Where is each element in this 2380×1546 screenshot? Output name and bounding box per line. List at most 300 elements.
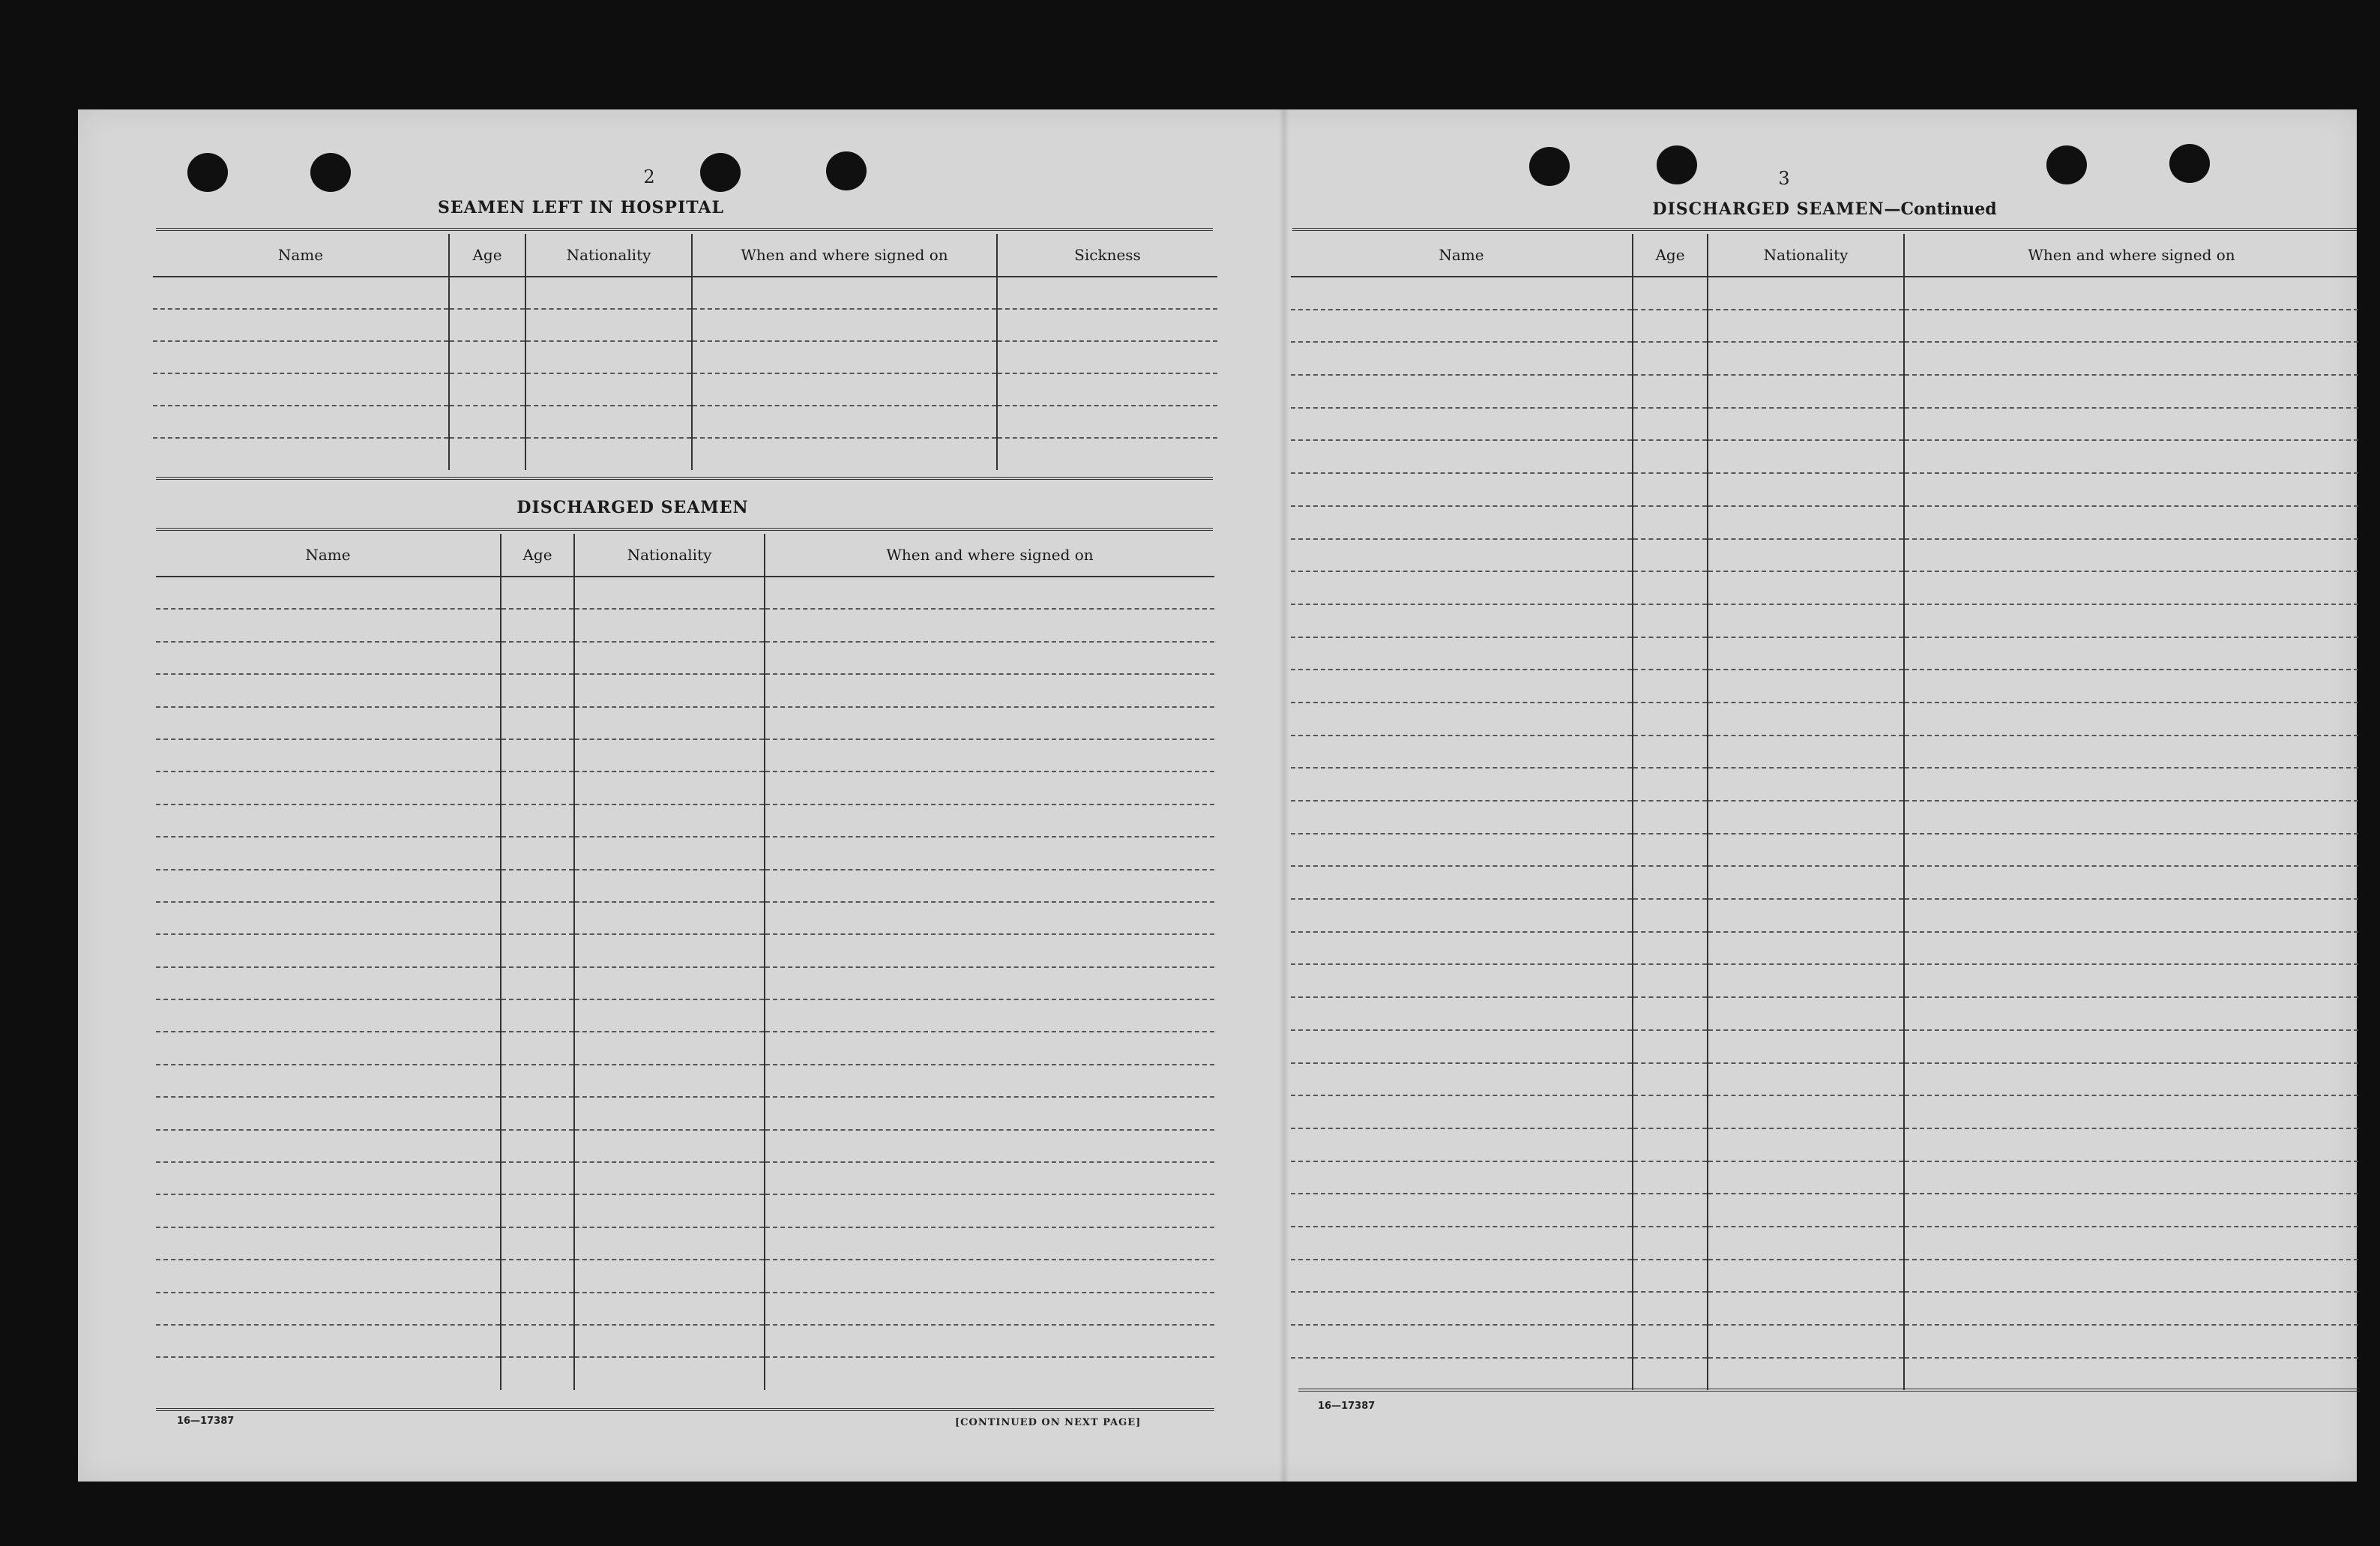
table-cell: [156, 1325, 501, 1357]
table-cell: [765, 707, 1214, 739]
table-cell: [1708, 1358, 1904, 1391]
table-cell: [1633, 1325, 1708, 1358]
hospital-table-top-rule: [156, 228, 1213, 231]
table-cell: [1291, 1358, 1633, 1391]
table-cell: [1633, 1030, 1708, 1063]
table-cell: [997, 341, 1217, 373]
table-row: [156, 999, 1214, 1032]
table-cell: [525, 406, 692, 438]
page-gutter: [1279, 109, 1289, 1482]
table-row: [156, 1227, 1214, 1260]
table-cell: [765, 1293, 1214, 1325]
table-cell: [449, 438, 525, 470]
table-row: [156, 837, 1214, 869]
table-cell: [1633, 1161, 1708, 1194]
table-cell: [765, 577, 1214, 609]
table-cell: [153, 438, 449, 470]
table-cell: [765, 1260, 1214, 1292]
table-cell: [1904, 539, 2358, 572]
table-row: [1291, 473, 2358, 506]
table-cell: [1633, 899, 1708, 932]
table-cell: [1633, 670, 1708, 703]
table-cell: [692, 373, 997, 406]
table-row: [156, 1130, 1214, 1162]
punch-hole: [826, 151, 867, 190]
table-cell: [765, 609, 1214, 641]
table-row: [1291, 1194, 2358, 1227]
hospital-section-title: SEAMEN LEFT IN HOSPITAL: [438, 198, 724, 217]
table-row: [1291, 1325, 2358, 1358]
table-cell: [1291, 670, 1633, 703]
table-row: [1291, 637, 2358, 670]
table-cell: [1291, 736, 1633, 769]
table-cell: [1633, 1095, 1708, 1128]
column-header-name: Name: [156, 534, 501, 577]
table-cell: [1633, 408, 1708, 441]
table-cell: [1904, 506, 2358, 539]
table-cell: [1291, 342, 1633, 375]
table-cell: [574, 967, 765, 999]
table-cell: [765, 772, 1214, 804]
table-cell: [156, 999, 501, 1032]
continued-header-row: [1291, 234, 2358, 277]
table-cell: [574, 739, 765, 772]
punch-hole: [1529, 147, 1570, 186]
table-row: [1291, 1063, 2358, 1096]
table-cell: [525, 309, 692, 341]
punch-hole: [187, 153, 228, 192]
table-cell: [501, 739, 574, 772]
table-cell: [1708, 310, 1904, 343]
discharged-table-top-rule: [156, 528, 1213, 531]
table-cell: [1633, 1063, 1708, 1096]
table-cell: [574, 642, 765, 674]
table-cell: [1904, 1325, 2358, 1358]
table-cell: [1904, 310, 2358, 343]
table-cell: [156, 837, 501, 869]
hospital-header-row: [153, 234, 1217, 277]
table-cell: [765, 1130, 1214, 1162]
table-cell: [574, 577, 765, 609]
table-row: [1291, 964, 2358, 997]
table-cell: [1708, 1260, 1904, 1293]
table-cell: [1904, 637, 2358, 670]
table-cell: [1904, 408, 2358, 441]
table-cell: [156, 674, 501, 706]
table-cell: [525, 438, 692, 470]
column-header-age: Age: [501, 534, 574, 577]
table-cell: [1904, 1358, 2358, 1391]
table-row: [1291, 670, 2358, 703]
table-row: [156, 902, 1214, 934]
table-cell: [1708, 932, 1904, 965]
table-row: [1291, 1161, 2358, 1194]
table-cell: [1708, 736, 1904, 769]
table-cell: [1291, 277, 1633, 310]
table-cell: [1904, 1194, 2358, 1227]
table-cell: [574, 1325, 765, 1357]
table-cell: [156, 1097, 501, 1129]
discharged-continued-title: [1502, 199, 2147, 219]
table-cell: [1904, 277, 2358, 310]
table-cell: [1633, 375, 1708, 408]
page-number-left: 2: [643, 166, 655, 187]
table-cell: [1904, 1030, 2358, 1063]
table-cell: [501, 1032, 574, 1064]
table-cell: [1904, 342, 2358, 375]
table-cell: [449, 406, 525, 438]
table-cell: [574, 1293, 765, 1325]
table-cell: [1708, 997, 1904, 1030]
table-row: [1291, 1358, 2358, 1391]
table-cell: [1291, 768, 1633, 801]
table-row: [1291, 1227, 2358, 1260]
table-row: [153, 438, 1217, 470]
table-cell: [765, 1325, 1214, 1357]
table-cell: [574, 772, 765, 804]
table-cell: [449, 309, 525, 341]
table-cell: [1708, 801, 1904, 834]
table-cell: [574, 934, 765, 966]
table-cell: [1708, 539, 1904, 572]
table-cell: [1708, 768, 1904, 801]
table-cell: [574, 1162, 765, 1194]
table-cell: [765, 934, 1214, 966]
table-cell: [1633, 932, 1708, 965]
table-cell: [765, 1065, 1214, 1097]
table-row: [153, 277, 1217, 309]
column-header-sickness: Sickness: [997, 234, 1217, 277]
table-cell: [1708, 637, 1904, 670]
table-cell: [1708, 506, 1904, 539]
table-cell: [501, 837, 574, 869]
table-cell: [1633, 506, 1708, 539]
table-cell: [1904, 1227, 2358, 1260]
table-cell: [1904, 932, 2358, 965]
table-cell: [1291, 834, 1633, 867]
table-cell: [156, 1194, 501, 1227]
table-cell: [1904, 1128, 2358, 1161]
discharged-table-bottom-rule: [156, 1408, 1214, 1411]
column-header-name: Name: [153, 234, 449, 277]
table-cell: [501, 1065, 574, 1097]
table-row: [1291, 997, 2358, 1030]
table-cell: [501, 934, 574, 966]
table-row: [156, 934, 1214, 966]
table-row: [1291, 736, 2358, 769]
table-cell: [501, 674, 574, 706]
table-row: [1291, 866, 2358, 899]
table-cell: [525, 277, 692, 309]
column-header-age: Age: [449, 234, 525, 277]
table-cell: [1291, 1063, 1633, 1096]
table-cell: [501, 967, 574, 999]
table-cell: [692, 309, 997, 341]
table-cell: [1904, 1095, 2358, 1128]
table-row: [1291, 703, 2358, 736]
table-cell: [1633, 736, 1708, 769]
table-cell: [153, 277, 449, 309]
table-cell: [1633, 801, 1708, 834]
table-cell: [1708, 1194, 1904, 1227]
table-cell: [501, 1227, 574, 1260]
table-cell: [1708, 277, 1904, 310]
table-cell: [501, 609, 574, 641]
table-cell: [1904, 604, 2358, 637]
table-row: [1291, 310, 2358, 343]
table-cell: [1633, 768, 1708, 801]
table-cell: [449, 277, 525, 309]
table-row: [1291, 834, 2358, 867]
table-cell: [1904, 736, 2358, 769]
table-row: [156, 707, 1214, 739]
table-cell: [1904, 703, 2358, 736]
table-cell: [574, 1260, 765, 1292]
column-header-signed-on: When and where signed on: [692, 234, 997, 277]
table-row: [156, 642, 1214, 674]
table-cell: [574, 674, 765, 706]
continued-table-bottom-rule: [1298, 1389, 2360, 1392]
table-cell: [156, 870, 501, 902]
table-cell: [765, 1097, 1214, 1129]
table-cell: [501, 1162, 574, 1194]
table-cell: [574, 1097, 765, 1129]
table-cell: [1291, 1194, 1633, 1227]
table-cell: [1904, 866, 2358, 899]
table-cell: [765, 999, 1214, 1032]
table-cell: [156, 1130, 501, 1162]
column-header-signed-on: When and where signed on: [1904, 234, 2358, 277]
table-cell: [692, 341, 997, 373]
table-cell: [1708, 1063, 1904, 1096]
table-cell: [1633, 1292, 1708, 1325]
table-cell: [156, 1260, 501, 1292]
table-cell: [501, 1097, 574, 1129]
table-cell: [1708, 571, 1904, 604]
table-cell: [1904, 801, 2358, 834]
table-cell: [156, 609, 501, 641]
table-cell: [1708, 1227, 1904, 1260]
table-cell: [574, 804, 765, 837]
table-cell: [1291, 1227, 1633, 1260]
table-cell: [574, 609, 765, 641]
table-cell: [692, 406, 997, 438]
table-row: [156, 674, 1214, 706]
table-cell: [1708, 1030, 1904, 1063]
table-cell: [1291, 703, 1633, 736]
table-row: [1291, 932, 2358, 965]
table-cell: [765, 1227, 1214, 1260]
table-cell: [765, 1032, 1214, 1064]
table-row: [1291, 899, 2358, 932]
table-row: [156, 577, 1214, 609]
table-cell: [1708, 866, 1904, 899]
table-cell: [1708, 1128, 1904, 1161]
table-cell: [1633, 604, 1708, 637]
table-cell: [765, 967, 1214, 999]
table-cell: [1708, 1292, 1904, 1325]
table-cell: [1633, 571, 1708, 604]
table-cell: [1291, 473, 1633, 506]
table-cell: [156, 1162, 501, 1194]
table-cell: [765, 837, 1214, 869]
table-cell: [156, 804, 501, 837]
table-row: [156, 1325, 1214, 1357]
punch-hole: [310, 153, 351, 192]
table-row: [1291, 1030, 2358, 1063]
table-cell: [1708, 899, 1904, 932]
table-row: [156, 609, 1214, 641]
table-cell: [1633, 834, 1708, 867]
table-cell: [574, 1194, 765, 1227]
table-row: [1291, 539, 2358, 572]
table-cell: [1904, 375, 2358, 408]
table-cell: [1291, 801, 1633, 834]
table-cell: [1633, 1128, 1708, 1161]
table-cell: [1291, 899, 1633, 932]
table-cell: [1708, 473, 1904, 506]
table-cell: [574, 837, 765, 869]
table-cell: [1291, 1325, 1633, 1358]
table-row: [156, 870, 1214, 902]
document-spread: [78, 109, 2357, 1482]
table-cell: [574, 707, 765, 739]
table-row: [156, 1194, 1214, 1227]
table-cell: [574, 1065, 765, 1097]
table-row: [1291, 342, 2358, 375]
table-cell: [1708, 1325, 1904, 1358]
table-cell: [156, 1227, 501, 1260]
table-cell: [1633, 1358, 1708, 1391]
table-cell: [1708, 375, 1904, 408]
table-cell: [1291, 1260, 1633, 1293]
table-row: [156, 804, 1214, 837]
table-cell: [156, 1357, 501, 1389]
table-row: [156, 1097, 1214, 1129]
table-row: [1291, 375, 2358, 408]
form-code-right: 16—17387: [1318, 1401, 1376, 1412]
table-cell: [153, 341, 449, 373]
table-cell: [501, 577, 574, 609]
table-cell: [156, 642, 501, 674]
table-cell: [1904, 899, 2358, 932]
table-cell: [156, 1032, 501, 1064]
table-cell: [1708, 342, 1904, 375]
table-cell: [156, 772, 501, 804]
table-row: [153, 373, 1217, 406]
table-row: [1291, 604, 2358, 637]
punch-hole: [700, 153, 741, 192]
table-cell: [1291, 506, 1633, 539]
table-cell: [1291, 997, 1633, 1030]
table-cell: [1291, 1161, 1633, 1194]
discharged-continued-title-main: DISCHARGED SEAMEN: [1652, 199, 1885, 219]
table-row: [156, 1293, 1214, 1325]
table-row: [156, 1260, 1214, 1292]
column-header-signed-on: When and where signed on: [765, 534, 1214, 577]
table-cell: [1708, 1161, 1904, 1194]
table-cell: [765, 1194, 1214, 1227]
table-cell: [1904, 1260, 2358, 1293]
table-cell: [1291, 310, 1633, 343]
table-cell: [1633, 1260, 1708, 1293]
table-cell: [574, 902, 765, 934]
table-cell: [1633, 539, 1708, 572]
table-cell: [997, 277, 1217, 309]
table-cell: [1291, 932, 1633, 965]
column-header-nationality: Nationality: [574, 534, 765, 577]
table-cell: [1904, 670, 2358, 703]
table-cell: [156, 902, 501, 934]
table-cell: [156, 739, 501, 772]
table-cell: [765, 1357, 1214, 1389]
table-cell: [1291, 1128, 1633, 1161]
table-cell: [1904, 473, 2358, 506]
table-cell: [1708, 703, 1904, 736]
continued-table-top-rule: [1292, 228, 2357, 231]
table-row: [156, 1065, 1214, 1097]
table-cell: [692, 277, 997, 309]
discharged-section-title: DISCHARGED SEAMEN: [516, 498, 749, 517]
table-row: [1291, 801, 2358, 834]
table-cell: [1633, 637, 1708, 670]
table-row: [1291, 506, 2358, 539]
table-cell: [501, 1260, 574, 1292]
table-row: [153, 406, 1217, 438]
hospital-table-bottom-rule: [156, 477, 1213, 480]
table-row: [1291, 1128, 2358, 1161]
table-row: [1291, 277, 2358, 310]
table-cell: [765, 1162, 1214, 1194]
table-cell: [501, 1130, 574, 1162]
table-cell: [1708, 964, 1904, 997]
table-cell: [574, 1227, 765, 1260]
table-cell: [574, 870, 765, 902]
table-cell: [1291, 408, 1633, 441]
table-cell: [501, 1194, 574, 1227]
table-cell: [1708, 834, 1904, 867]
table-cell: [153, 309, 449, 341]
discharged-table: [156, 534, 1214, 1390]
table-cell: [525, 341, 692, 373]
table-cell: [1633, 997, 1708, 1030]
table-cell: [501, 642, 574, 674]
table-cell: [1291, 440, 1633, 473]
table-cell: [1291, 539, 1633, 572]
column-header-name: Name: [1291, 234, 1633, 277]
table-cell: [1633, 342, 1708, 375]
table-row: [1291, 440, 2358, 473]
table-row: [1291, 1095, 2358, 1128]
table-cell: [156, 1065, 501, 1097]
table-row: [156, 1032, 1214, 1064]
discharged-header-row: [156, 534, 1214, 577]
punch-hole: [1657, 145, 1697, 184]
table-cell: [1633, 1194, 1708, 1227]
table-row: [153, 341, 1217, 373]
table-cell: [1904, 1292, 2358, 1325]
table-cell: [997, 406, 1217, 438]
table-cell: [574, 1032, 765, 1064]
table-cell: [1291, 604, 1633, 637]
table-cell: [1708, 1095, 1904, 1128]
table-cell: [156, 707, 501, 739]
table-cell: [501, 1293, 574, 1325]
table-cell: [1291, 1095, 1633, 1128]
table-row: [1291, 408, 2358, 441]
table-cell: [1708, 670, 1904, 703]
table-cell: [1633, 1227, 1708, 1260]
